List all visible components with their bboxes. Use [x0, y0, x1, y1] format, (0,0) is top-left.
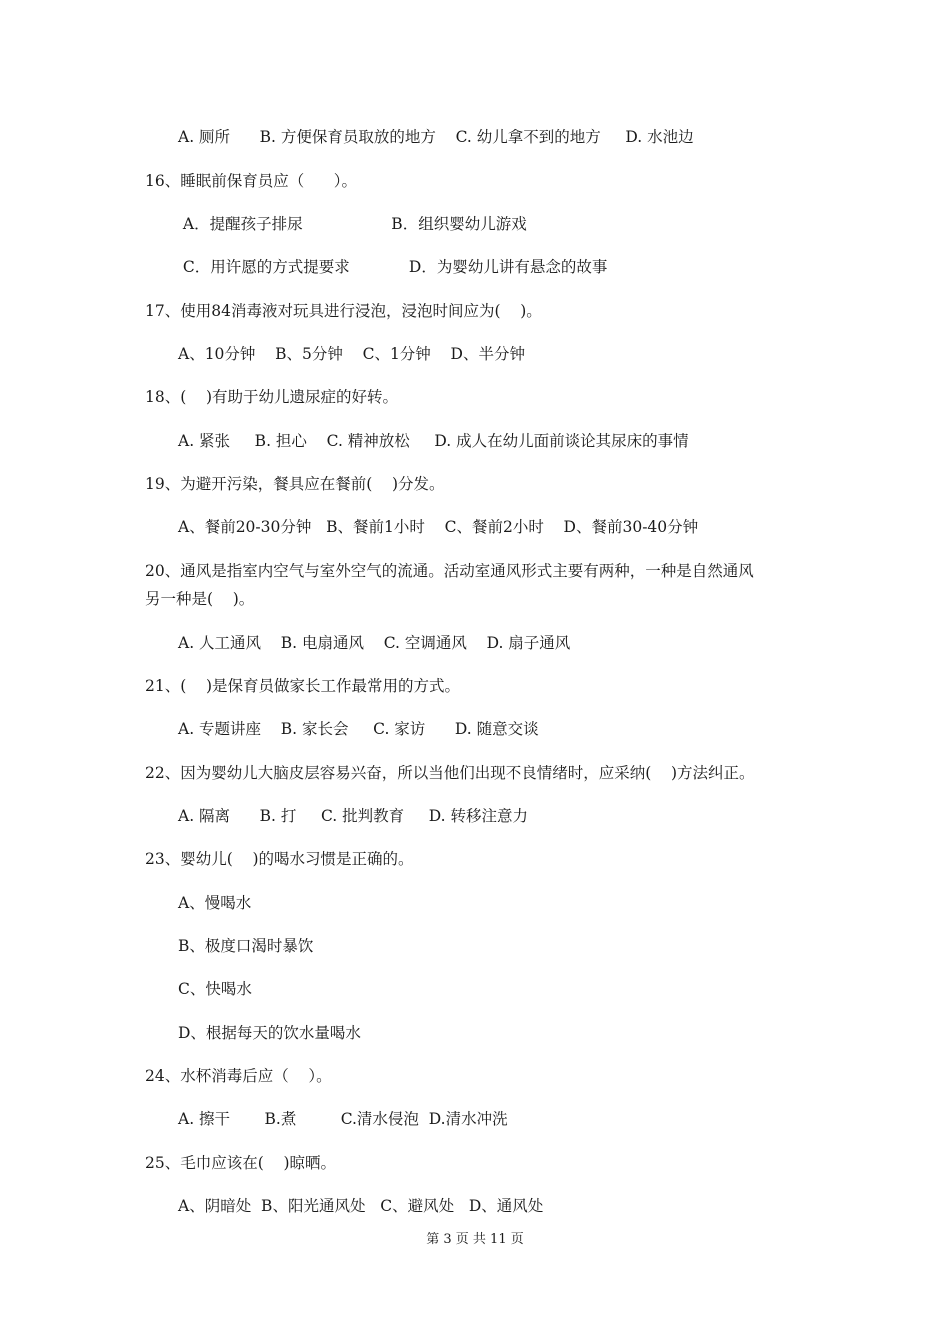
question-line: 另一种是( )。 [145, 590, 255, 608]
question-line: 16、睡眠前保育员应（ ）。 [145, 172, 358, 190]
question-line: 17、使用84消毒液对玩具进行浸泡，浸泡时间应为( )。 [145, 302, 542, 320]
text-line: C．用许愿的方式提要求 D．为婴幼儿讲有悬念的故事 [178, 258, 608, 276]
text-line: B、极度口渴时暴饮 [178, 937, 314, 955]
question-line: 23、婴幼儿( )的喝水习惯是正确的。 [145, 850, 414, 868]
question-line: 25、毛巾应该在( )晾晒。 [145, 1154, 337, 1172]
text-line: A. 隔离 B. 打 C. 批判教育 D. 转移注意力 [178, 807, 529, 825]
text-line: A. 擦干 B.煮 C.清水侵泡 D.清水冲洗 [178, 1110, 508, 1128]
text-line: A. 厕所 B. 方便保育员取放的地方 C. 幼儿拿不到的地方 D. 水池边 [178, 128, 694, 146]
question-line: 19、为避开污染，餐具应在餐前( )分发。 [145, 475, 445, 493]
text-line: A、10分钟 B、5分钟 C、1分钟 D、半分钟 [178, 345, 525, 363]
text-line: A. 专题讲座 B. 家长会 C. 家访 D. 随意交谈 [178, 720, 539, 738]
question-line: 18、( )有助于幼儿遗尿症的好转。 [145, 388, 399, 406]
text-line: A、慢喝水 [178, 894, 252, 912]
text-line: A．提醒孩子排尿 B．组织婴幼儿游戏 [178, 215, 527, 233]
text-line: A. 人工通风 B. 电扇通风 C. 空调通风 D. 扇子通风 [178, 634, 571, 652]
text-line: D、根据每天的饮水量喝水 [178, 1024, 361, 1042]
text-line: A. 紧张 B. 担心 C. 精神放松 D. 成人在幼儿面前谈论其尿床的事情 [178, 432, 689, 450]
question-line: 24、水杯消毒后应（ ）。 [145, 1067, 332, 1085]
question-line: 22、因为婴幼儿大脑皮层容易兴奋，所以当他们出现不良情绪时，应采纳( )方法纠正。 [145, 764, 755, 782]
question-line: 21、( )是保育员做家长工作最常用的方式。 [145, 677, 461, 695]
text-line: A、阴暗处 B、阳光通风处 C、避风处 D、通风处 [178, 1197, 544, 1215]
text-line: A、餐前20-30分钟 B、餐前1小时 C、餐前2小时 D、餐前30-40分钟 [178, 518, 699, 536]
text-line: C、快喝水 [178, 980, 252, 998]
question-line: 20、通风是指室内空气与室外空气的流通。活动室通风形式主要有两种，一种是自然通风 [145, 562, 754, 580]
page-footer: 第 3 页 共 11 页 [426, 1232, 524, 1247]
